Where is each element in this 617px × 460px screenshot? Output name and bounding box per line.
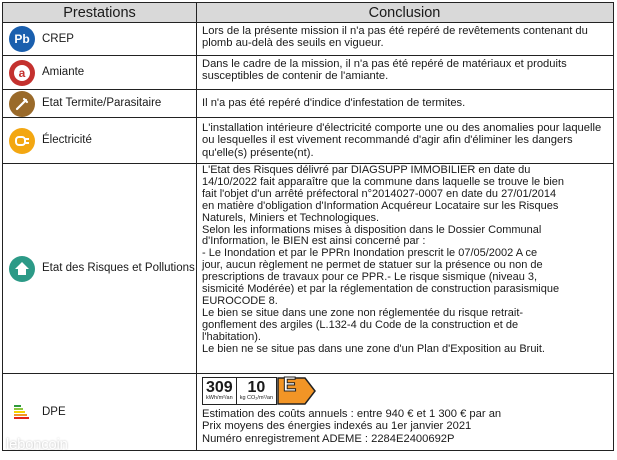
energy-class-arrow [277, 374, 317, 405]
pb-icon: Pb [9, 26, 35, 52]
climate-value: 10 kg CO₂/m²/an [237, 377, 277, 405]
table-row [3, 374, 613, 450]
text-line: jour, aucun règlement ne permet de statuer sur la présence ou non de [202, 259, 543, 272]
prestation-label: Etat des Risques et Pollutions [42, 262, 195, 274]
table-row [3, 90, 613, 118]
text-line: 14/10/2022 fait apparaître que la commune dans laquelle se trouve le bien [202, 175, 565, 188]
electricity-icon [9, 128, 35, 154]
table-header [3, 3, 613, 23]
header-prestations: Prestations [3, 3, 197, 22]
table-row [3, 118, 613, 164]
prestation-label: Électricité [42, 134, 92, 146]
text-line: EUROCODE 8. [202, 294, 278, 307]
text-line: Le bien se situe dans une zone non réglementée du risque retrait- [202, 306, 524, 319]
text-line: en matière d'obligation d'Information Acquéreur Locataire sur les Risques [202, 199, 559, 212]
dpe-badge [202, 374, 607, 405]
house-icon [9, 256, 35, 282]
energy-class-letter: E [283, 374, 297, 396]
text-line: l'habitation). [202, 330, 261, 343]
amiante-icon: a [9, 60, 35, 86]
text-line: Prix moyens des énergies indexés au 1er janvier 2021 [202, 420, 472, 433]
text-line: prescriptions de travaux pour ce PPR.- Le risque sismique (niveau 3, [202, 271, 538, 284]
text-line: fait l'objet d'un arrêté préfectoral n°2014027-0007 en date du 27/01/2014 [202, 187, 557, 200]
termite-icon [9, 91, 35, 117]
table-row [3, 23, 613, 56]
text-line: gonflement des argiles (L.132-4 du Code de la construction et de [202, 318, 519, 331]
prestation-label: Etat Termite/Parasitaire [42, 97, 162, 109]
prestations-table [2, 2, 614, 451]
conclusion-text: Dans le cadre de la mission, il n'a pas été repéré de matériaux et produits susceptibles de contenir de l'amiante. [202, 58, 567, 83]
conclusion-text: Il n'a pas été repéré d'indice d'infestation de termites. [202, 97, 466, 110]
dpe-icon [9, 399, 35, 425]
text-line: Le bien ne se situe pas dans une zone d'un Plan d'Exposition au Bruit. [202, 342, 545, 355]
text-line: d'Information, le BIEN est ainsi concerné par : [202, 235, 426, 248]
text-line: Selon les informations mises à disposition dans le Dossier Communal [202, 223, 542, 236]
prestation-label: DPE [42, 405, 66, 418]
prestation-label: CREP [42, 32, 74, 45]
text-line: Numéro enregistrement ADEME : 2284E2400692P [202, 432, 455, 445]
text-line: sismicité Modérée) et par la réglementation de construction parasismique [202, 283, 560, 296]
text-line: - Le Inondation et par le PPRn Inondation prescrit le 07/05/2002 A ce [202, 247, 538, 260]
table-row [3, 164, 613, 374]
dpe-details [202, 408, 607, 445]
conclusion-text [197, 164, 613, 373]
text-line: Naturels, Miniers et Technologiques. [202, 211, 380, 224]
table-row [3, 56, 613, 90]
header-conclusion: Conclusion [368, 5, 441, 21]
leboncoin-watermark: leboncoin [6, 436, 68, 453]
text-line: Estimation des coûts annuels : entre 940 € et 1 300 € par an [202, 408, 502, 420]
conclusion-text: Lors de la présente mission il n'a pas été repéré de revêtements contenant du plomb au-delà des seuils en vigueur. [202, 25, 588, 50]
conclusion-text [197, 374, 613, 450]
prestation-label: Amiante [42, 66, 85, 78]
conclusion-text: L'installation intérieure d'électricité comporte une ou des anomalies pour laquelle ou lesquelles il est vivement recommandé d'agir afin d'éliminer les dangers qu'elle(s) présente(nt). [202, 121, 602, 159]
energy-value: 309 kWh/m²/an [202, 377, 237, 405]
text-line: L'Etat des Risques délivré par DIAGSUPP IMMOBILIER en date du [202, 164, 531, 176]
